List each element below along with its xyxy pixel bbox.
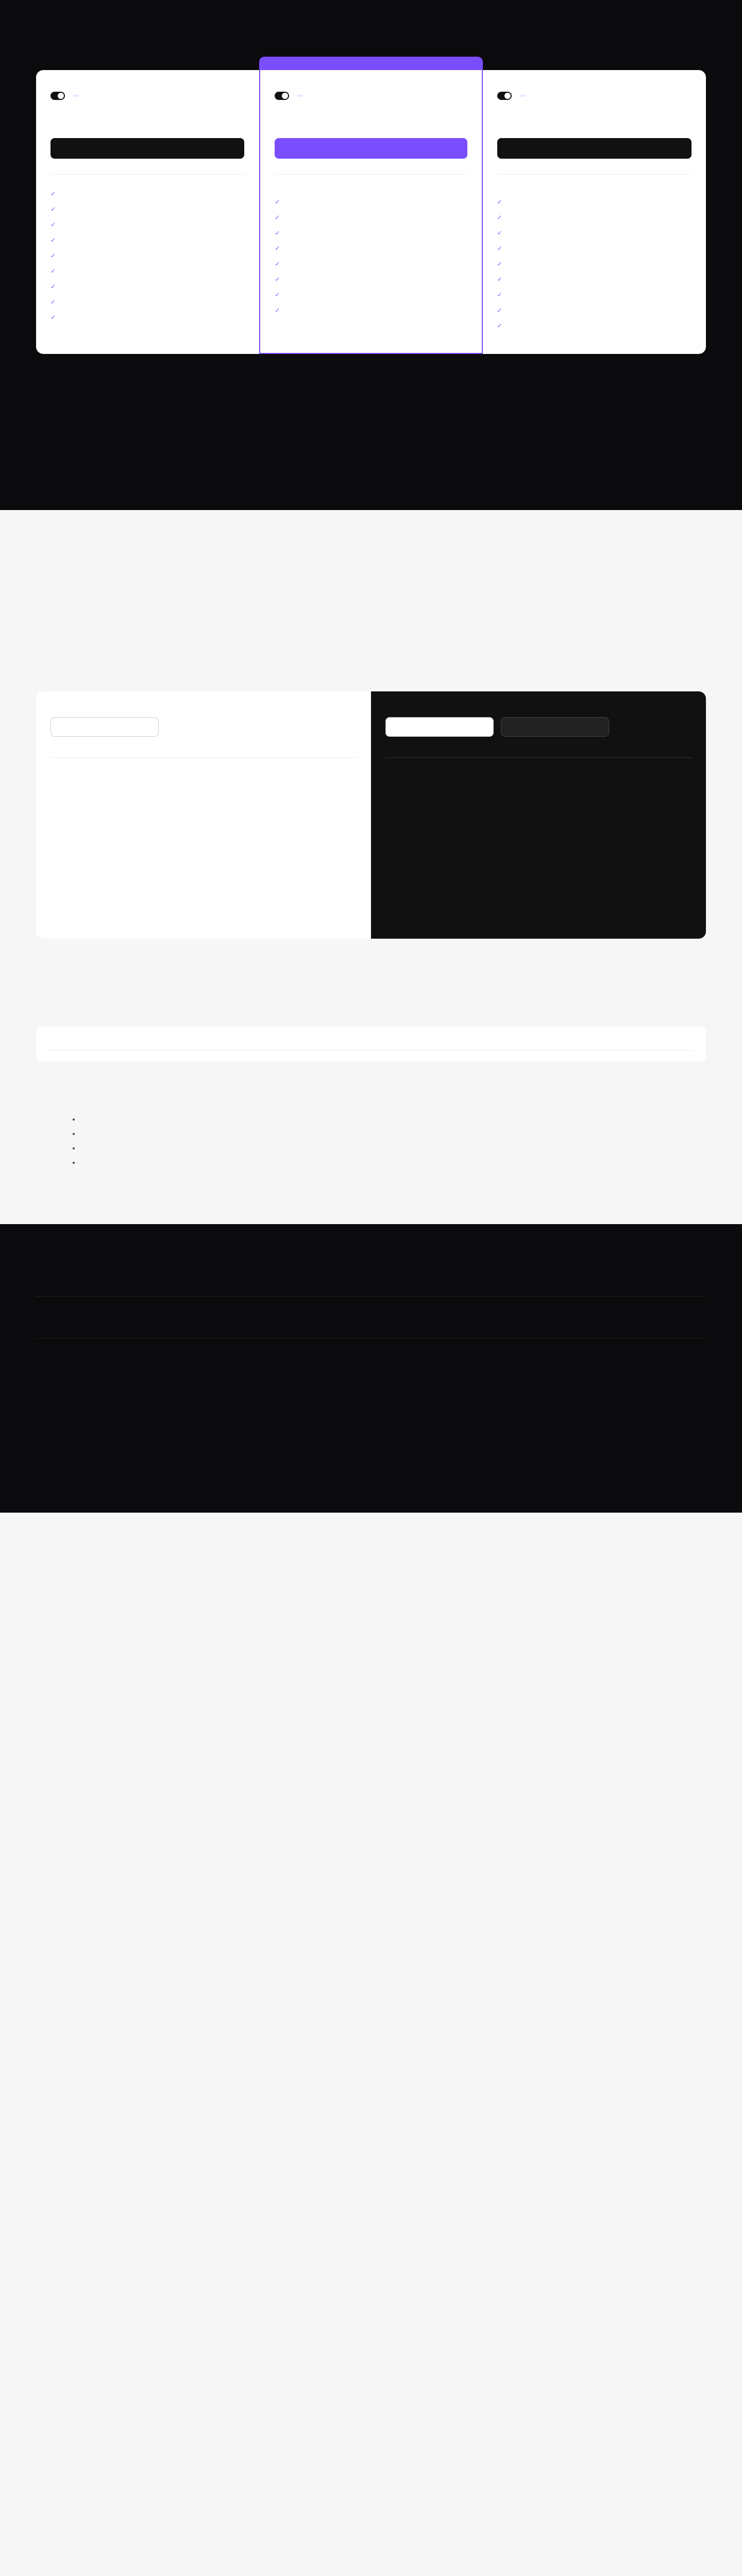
toggle-switch[interactable]	[497, 92, 512, 100]
feature-item	[497, 210, 692, 225]
feature-item	[50, 248, 244, 263]
feature-item	[497, 241, 692, 256]
check-icon: ✓	[275, 198, 280, 206]
trusted-section	[0, 510, 742, 637]
hero-header	[36, 0, 706, 46]
check-icon: ✓	[275, 214, 280, 221]
feature-item	[385, 790, 535, 797]
check-icon: ✓	[50, 221, 56, 228]
check-icon: ✓	[497, 198, 502, 206]
feature-item	[50, 201, 244, 217]
feature-item	[275, 302, 467, 318]
compare-top	[48, 1039, 694, 1050]
save-badge	[297, 95, 303, 97]
plan-enterprise	[371, 691, 706, 939]
plan-desc	[497, 107, 692, 128]
feature-item	[50, 232, 244, 248]
check-icon: ✓	[497, 322, 502, 329]
feature-item	[385, 775, 535, 783]
start-free-button[interactable]	[497, 138, 692, 159]
faq-points	[72, 1114, 237, 1168]
feature-item	[275, 256, 467, 272]
start-free-button[interactable]	[50, 138, 244, 159]
learn-more-button[interactable]	[501, 717, 609, 737]
check-icon: ✓	[50, 298, 56, 306]
check-icon: ✓	[497, 276, 502, 283]
feature-item	[50, 775, 200, 783]
check-icon: ✓	[275, 245, 280, 252]
feature-item	[542, 775, 692, 783]
footer-columns	[36, 1296, 706, 1312]
pro-footer-link[interactable]	[275, 330, 467, 337]
check-icon: ✓	[50, 314, 56, 321]
check-icon: ✓	[497, 229, 502, 236]
feature-item	[497, 194, 692, 210]
feature-item	[275, 241, 467, 256]
feature-item	[497, 272, 692, 287]
check-icon: ✓	[275, 291, 280, 298]
feature-item	[50, 310, 244, 325]
small-plans-grid	[36, 691, 706, 939]
plan-features	[385, 757, 692, 797]
plan-features	[50, 757, 357, 783]
feature-item	[207, 768, 357, 775]
plans-grid	[36, 70, 706, 354]
footer-bottom	[36, 1338, 706, 1349]
faq-point	[80, 1129, 237, 1139]
feature-item	[275, 287, 467, 302]
plan-features	[50, 174, 244, 325]
feature-item	[497, 287, 692, 302]
compare-table	[36, 1026, 706, 1062]
plan-peace-of-mind	[483, 70, 706, 354]
billing-toggle[interactable]	[50, 92, 244, 100]
compare-section	[0, 970, 742, 1082]
check-icon: ✓	[50, 206, 56, 213]
start-free-button[interactable]	[275, 138, 467, 159]
faq-point	[80, 1143, 237, 1154]
recommended-badge	[259, 57, 482, 70]
feature-item	[50, 768, 200, 775]
footer	[0, 1224, 742, 1513]
feature-item	[542, 783, 692, 790]
feature-item	[497, 302, 692, 318]
check-icon: ✓	[50, 252, 56, 259]
feature-item	[275, 194, 467, 210]
feature-item	[50, 279, 244, 294]
talk-expert-button[interactable]	[385, 717, 494, 737]
small-plans-section	[0, 637, 742, 970]
start-free-button[interactable]	[50, 717, 159, 737]
compare-footnote	[48, 1050, 694, 1057]
hero-section	[0, 0, 742, 510]
faq-open-item[interactable]	[72, 1114, 237, 1168]
check-icon: ✓	[275, 229, 280, 236]
check-icon: ✓	[497, 260, 502, 267]
check-icon: ✓	[497, 307, 502, 314]
faq-point	[80, 1158, 237, 1168]
check-icon: ✓	[50, 236, 56, 244]
billing-toggle[interactable]	[497, 92, 692, 100]
check-icon: ✓	[50, 190, 56, 197]
faq-list	[72, 1114, 237, 1168]
check-icon: ✓	[275, 276, 280, 283]
toggle-switch[interactable]	[275, 92, 289, 100]
plan-standard	[36, 70, 259, 354]
check-icon: ✓	[497, 245, 502, 252]
plan-features	[497, 174, 692, 333]
save-badge	[73, 95, 79, 97]
features-head	[497, 186, 692, 194]
check-icon: ✓	[275, 307, 280, 314]
toggle-switch[interactable]	[50, 92, 65, 100]
feature-item	[385, 768, 535, 775]
plan-features	[275, 174, 467, 318]
feature-item	[542, 790, 692, 797]
check-icon: ✓	[497, 291, 502, 298]
feature-item	[50, 186, 244, 201]
feature-item	[275, 225, 467, 241]
check-icon: ✓	[497, 214, 502, 221]
feature-item	[385, 783, 535, 790]
logo-grid	[88, 577, 654, 596]
save-badge	[520, 95, 526, 97]
feature-item	[542, 768, 692, 775]
feature-item	[497, 225, 692, 241]
feature-item	[275, 272, 467, 287]
plan-discovery	[36, 691, 371, 939]
check-icon: ✓	[50, 283, 56, 290]
check-icon: ✓	[50, 267, 56, 275]
feature-item	[50, 217, 244, 232]
plan-desc	[275, 107, 467, 128]
feature-item	[497, 318, 692, 333]
feature-item	[207, 775, 357, 783]
plan-desc	[50, 107, 244, 128]
feature-item	[50, 263, 244, 279]
faq-point	[80, 1114, 237, 1125]
feature-item	[50, 294, 244, 310]
check-icon: ✓	[275, 260, 280, 267]
feature-item	[275, 210, 467, 225]
faq-section	[0, 1082, 742, 1224]
plan-pro	[259, 70, 482, 354]
feature-item	[497, 256, 692, 272]
billing-toggle[interactable]	[275, 92, 467, 100]
features-head	[275, 186, 467, 194]
